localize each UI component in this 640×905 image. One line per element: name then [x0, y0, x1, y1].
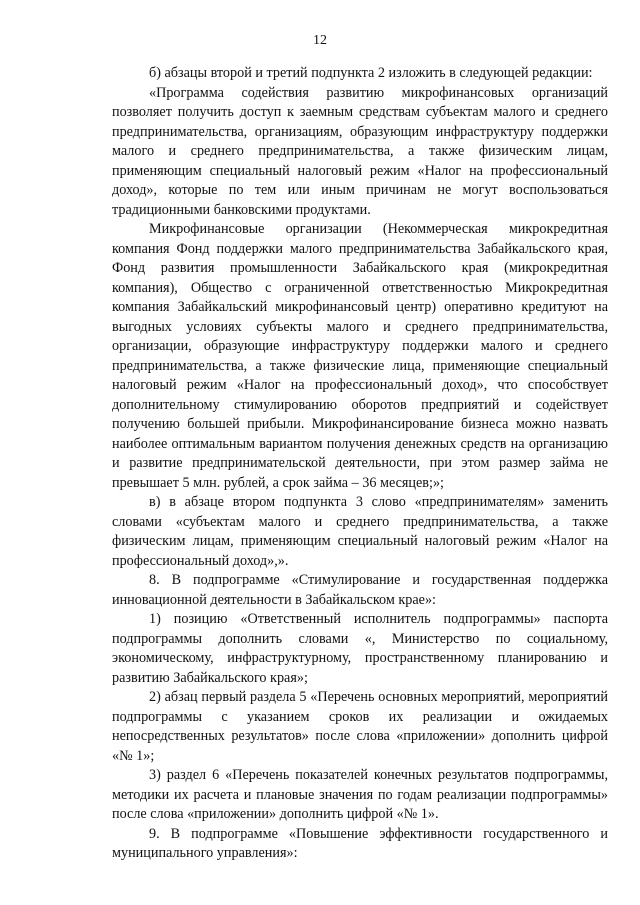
page-number: 12: [313, 33, 327, 48]
paragraph-section-9: 9. В подпрограмме «Повышение эффективности государственного и муниципального управления»:: [112, 825, 608, 861]
paragraph-subitem-3: 3) раздел 6 «Перечень показателей конечных результатов подпрограммы, методики их расчета и плановые значения по годам реализации подпрограммы» после слова «приложении» дополнить цифрой «№ 1».: [112, 767, 608, 822]
document-body: [112, 64, 608, 864]
paragraph-subitem-1: 1) позицию «Ответственный исполнитель подпрограммы» паспорта подпрограммы дополнить словами «, Министерство по социальному, экономическому, инфраструктурному, пространственному планированию и развитию Забайкальского края»;: [112, 611, 608, 686]
paragraph-subitem-2: 2) абзац первый раздела 5 «Перечень основных мероприятий, мероприятий подпрограммы с указанием сроков их реализации и ожидаемых непосредственных результатов» после слова «приложении» дополнить цифрой «№ 1»;: [112, 689, 608, 764]
paragraph-section-8: 8. В подпрограмме «Стимулирование и государственная поддержка инновационной деятельности в Забайкальском крае»:: [112, 572, 608, 608]
paragraph-item-b: б) абзацы второй и третий подпункта 2 изложить в следующей редакции:: [149, 65, 593, 81]
paragraph-item-v: в) в абзаце втором подпункта 3 слово «предпринимателям» заменить словами «субъектам малого и среднего предпринимательства, а также физическим лицам, применяющим специальный налоговый режим «Налог на профессиональный доход»,».: [112, 494, 608, 569]
paragraph-microfinance: Микрофинансовые организации (Некоммерческая микрокредитная компания Фонд поддержки малого предпринимательства Забайкальского края, Фонд развития промышленности Забайкальского края (микрокредитная компания), Общество с ограниченной ответственностью Микрокредитная компания Забайкальский микрофинансовый центр) оперативно кредитуют на выгодных условиях субъекты малого и среднего предпринимательства, организации, образующие инфраструктуру поддержки малого и среднего предпринимательства, а также физические лица, применяющие специальный налоговый режим «Налог на профессиональный доход», что способствует дополнительному стимулированию оборотов предприятий и содействует получению большей прибыли. Микрофинансирование бизнеса можно назвать наиболее оптимальным вариантом получения денежных средств на организацию и развитие предпринимательской деятельности, при этом размер займа не превышает 5 млн. рублей, а срок займа – 36 месяцев;»;: [112, 221, 608, 491]
paragraph-program-quote: «Программа содействия развитию микрофинансовых организаций позволяет получить доступ к заемным средствам субъектам малого и среднего предпринимательства, организациям, образующим инфраструктуру поддержки малого и среднего предпринимательства, а также физическим лицам, применяющим специальный налоговый режим «Налог на профессиональный доход», которые по тем или иным причинам не могут воспользоваться традиционными банковскими продуктами.: [112, 84, 608, 218]
